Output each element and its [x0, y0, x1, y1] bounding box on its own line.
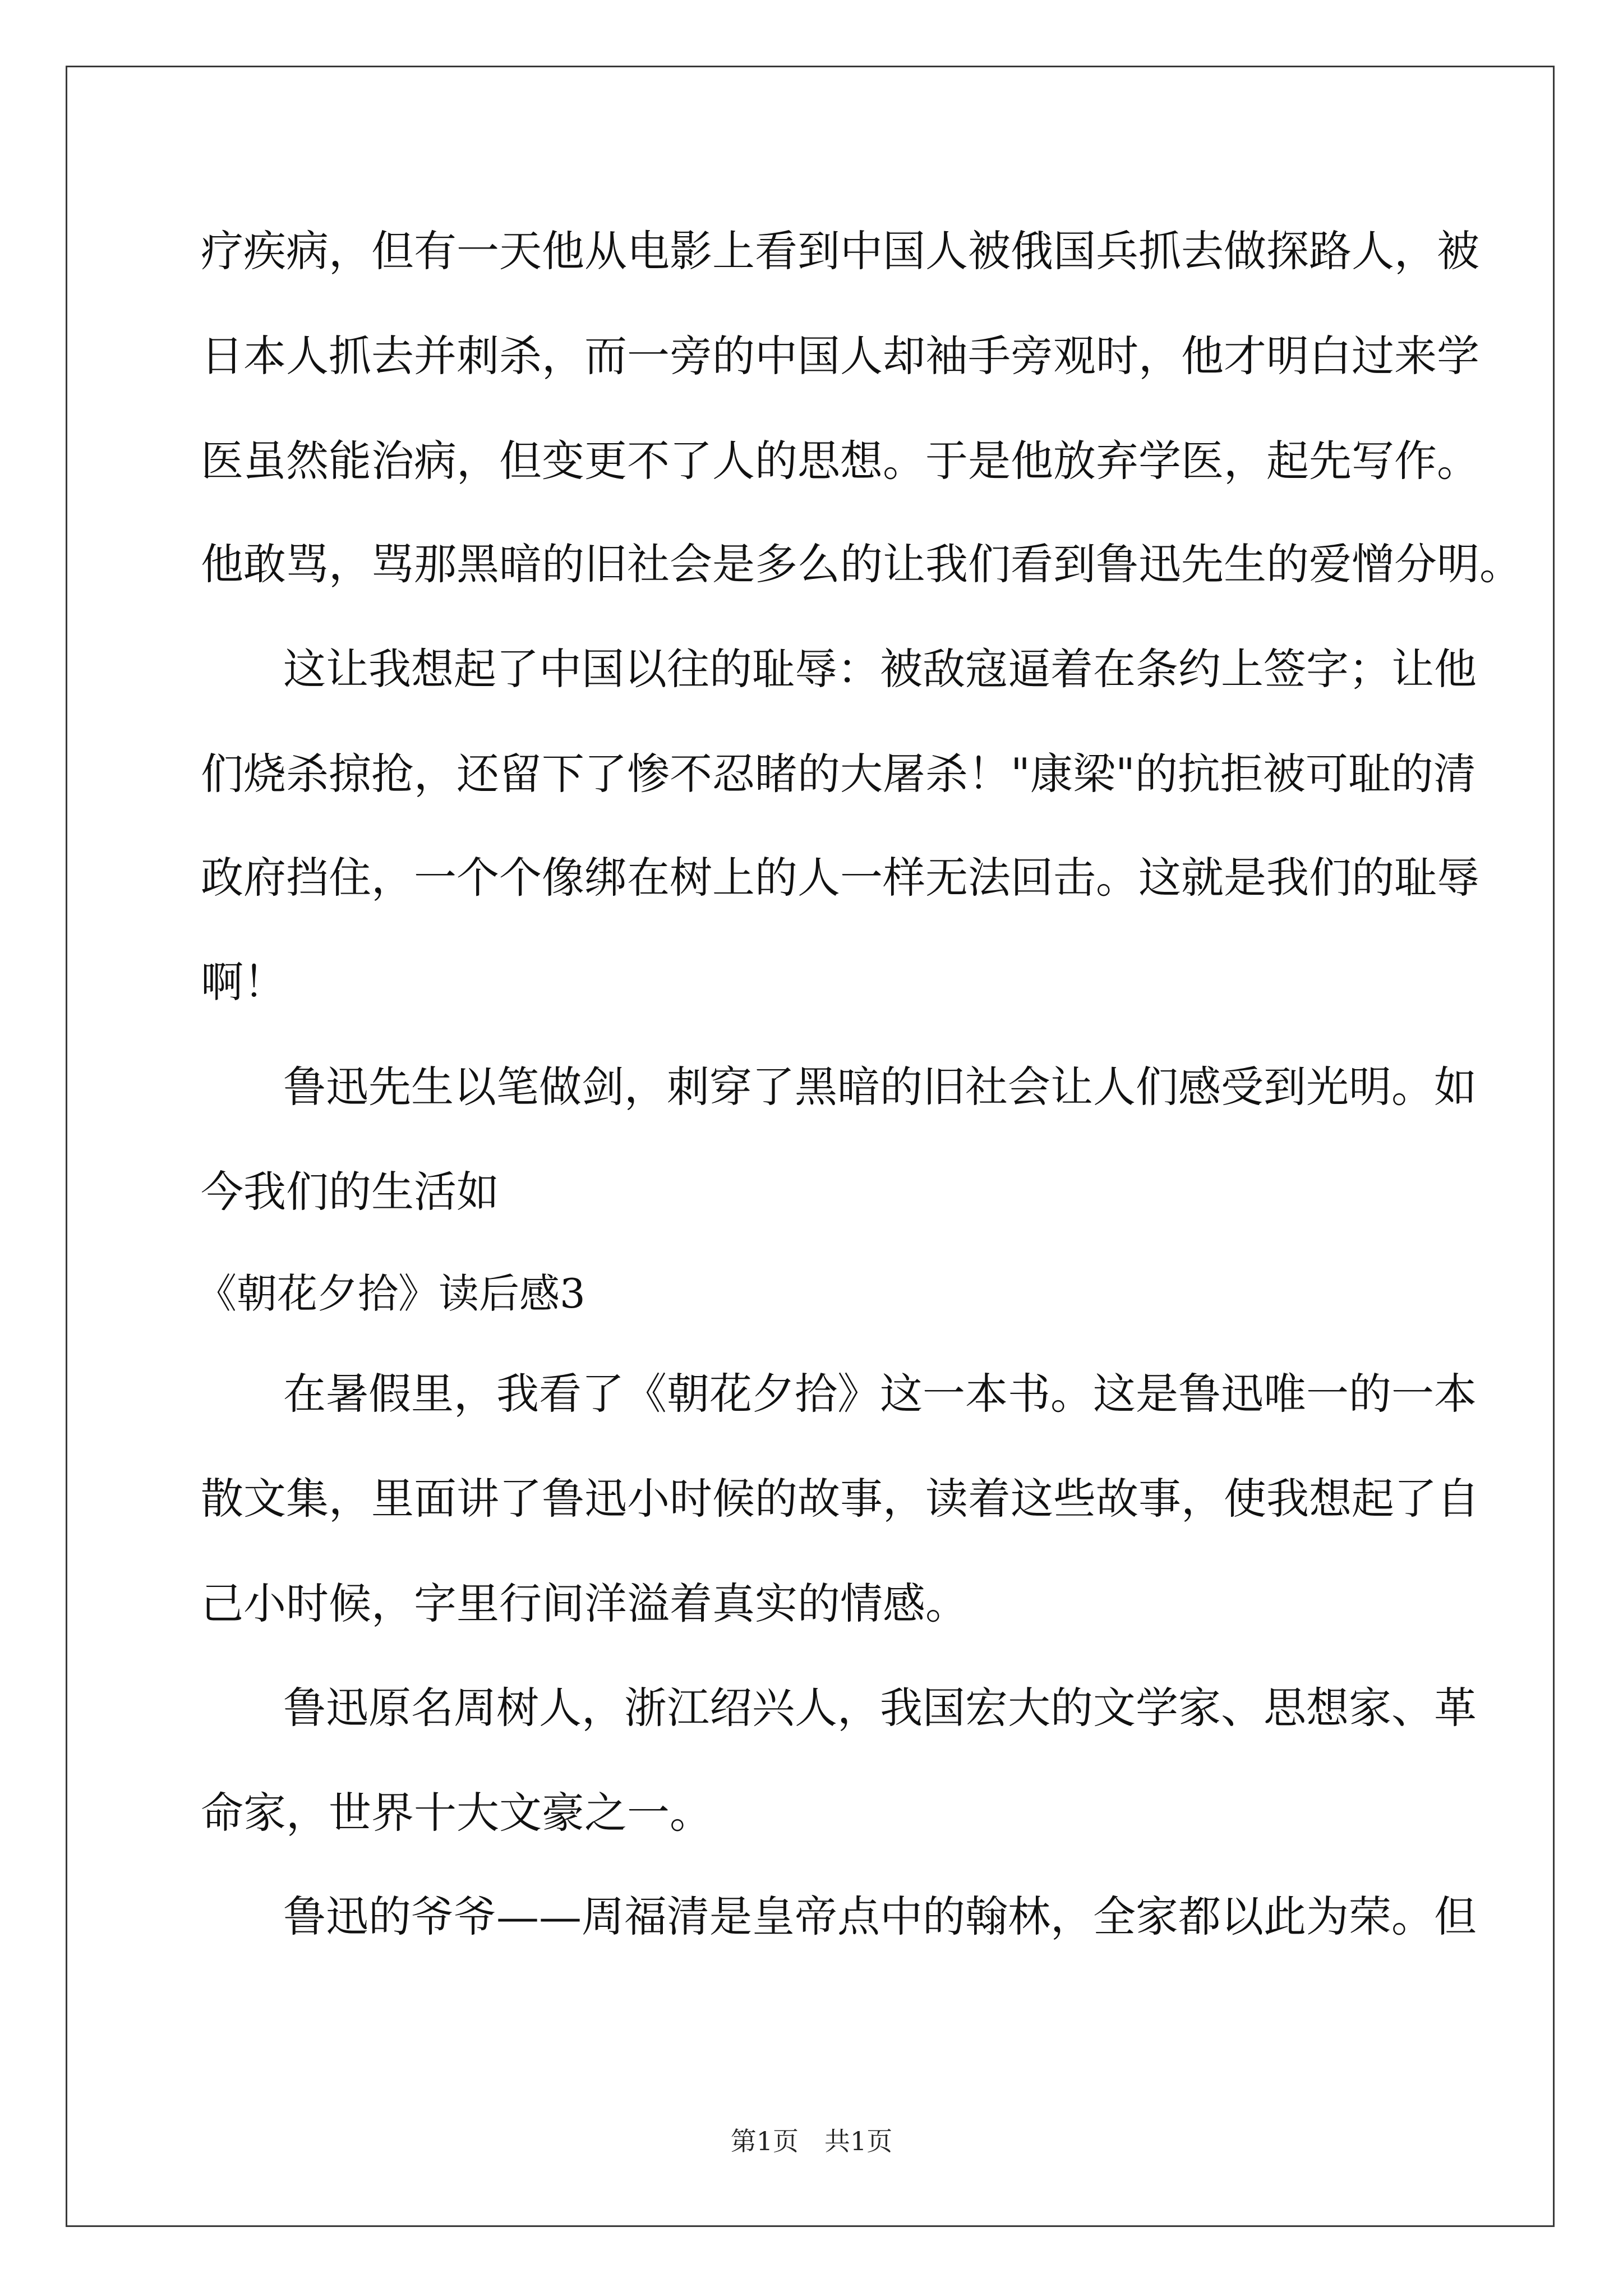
paragraph-first-line: 鲁迅先生以笔做剑，刺穿了黑暗的旧社会让人们感受到光明。如 [283, 1062, 1477, 1112]
paragraph-first-line: 鲁迅的爷爷——周福清是皇帝点中的翰林，全家都以此为荣。但 [283, 1892, 1477, 1941]
paragraph-first-line: 这让我想起了中国以往的耻辱：被敌寇逼着在条约上签字；让他 [283, 644, 1477, 694]
text-line: 己小时候，字里行间洋溢着真实的情感。 [201, 1579, 968, 1628]
text-line: 他敢骂，骂那黑暗的旧社会是多么的让我们看到鲁迅先生的爱憎分明。 [201, 539, 1522, 589]
section-heading: 《朝花夕拾》读后感3 [196, 1270, 585, 1317]
text-line: 医虽然能治病，但变更不了人的思想。于是他放弃学医，起先写作。 [201, 436, 1479, 486]
page-footer: 第1页 共1页 [730, 2126, 893, 2156]
text-line: 命家，世界十大文豪之一。 [201, 1788, 712, 1838]
paragraph-first-line: 鲁迅原名周树人，浙江绍兴人，我国宏大的文学家、思想家、革 [283, 1683, 1477, 1733]
text-line: 们烧杀掠抢，还留下了惨不忍睹的大屠杀！"康梁"的抗拒被可耻的清 [201, 749, 1476, 799]
text-line: 今我们的生活如 [201, 1167, 499, 1217]
paragraph-first-line: 在暑假里，我看了《朝花夕拾》这一本书。这是鲁迅唯一的一本 [283, 1369, 1477, 1419]
text-line: 政府挡住，一个个像绑在树上的人一样无法回击。这就是我们的耻辱 [201, 853, 1479, 903]
text-line: 疗疾病，但有一天他从电影上看到中国人被俄国兵抓去做探路人，被 [201, 226, 1479, 276]
text-line: 散文集，里面讲了鲁迅小时候的故事，读着这些故事，使我想起了自 [201, 1474, 1479, 1524]
text-line: 日本人抓去并刺杀，而一旁的中国人却袖手旁观时，他才明白过来学 [201, 331, 1479, 381]
text-line: 啊！ [201, 957, 286, 1007]
